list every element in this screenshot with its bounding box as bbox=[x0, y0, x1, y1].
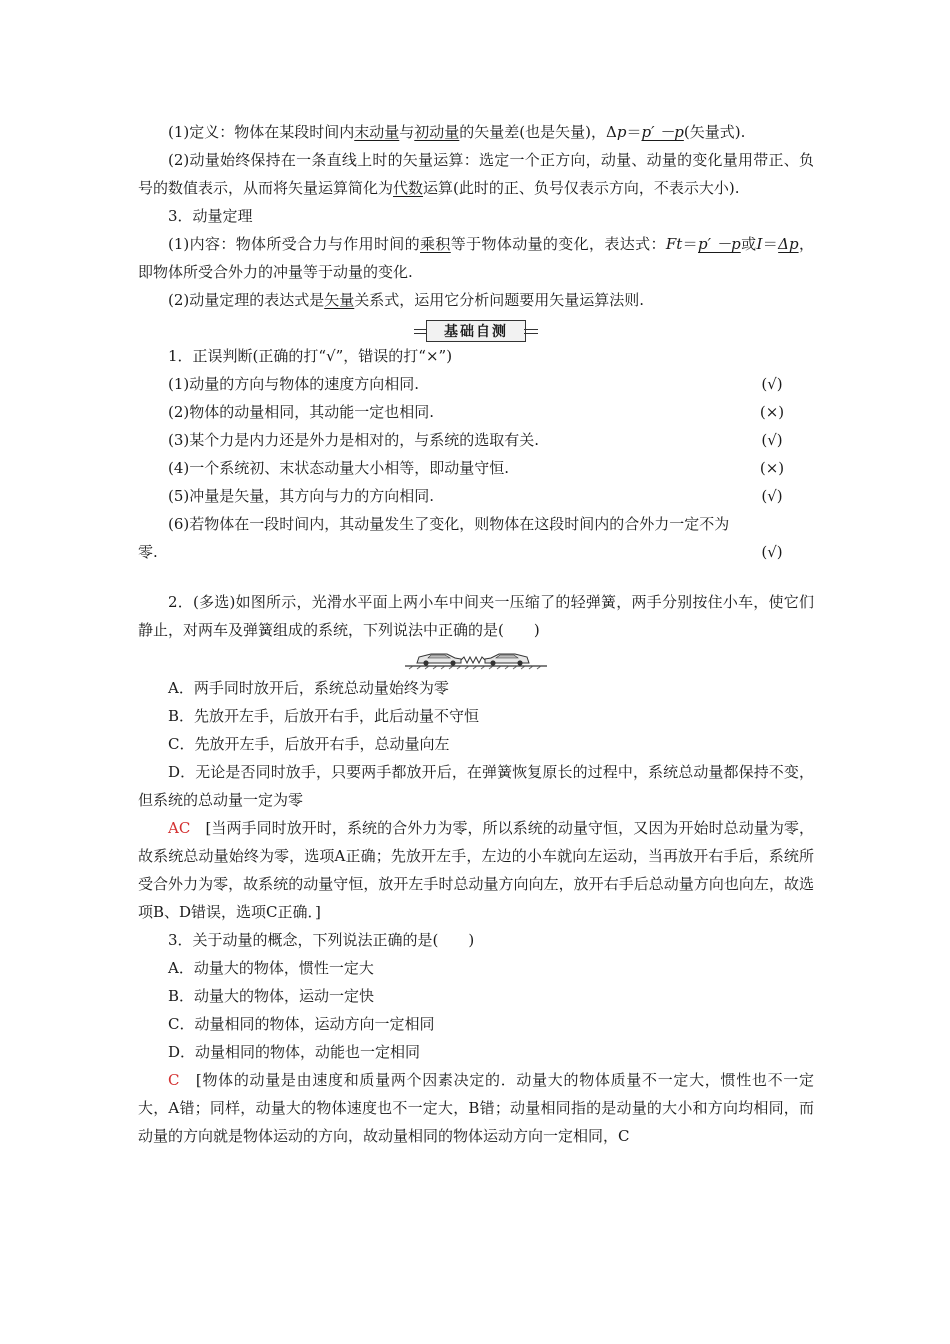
section-heading: 3．动量定理 bbox=[168, 207, 253, 225]
document-page bbox=[138, 118, 814, 1150]
blank-answer: p′ －p bbox=[698, 235, 741, 253]
question-2-stem: 2．(多选)如图所示，光滑水平面上两小车中间夹一压缩了的轻弹簧，两手分别按住小车，使它们静止，对两车及弹簧组成的系统，下列说法中正确的是( ) bbox=[138, 593, 814, 639]
blank-answer: 末动量 bbox=[354, 123, 400, 141]
text: ，即物体所受合外力的冲量等于动量的变化. bbox=[138, 235, 814, 281]
banner-right-line bbox=[524, 329, 538, 334]
option-b: B．先放开左手，后放开右手，此后动量不守恒 bbox=[168, 707, 480, 725]
text: 或 bbox=[740, 235, 757, 253]
answer-key: C bbox=[168, 1071, 180, 1089]
judgement-mark: (√) bbox=[761, 431, 783, 449]
two-carts-spring-figure bbox=[138, 646, 814, 670]
judgement-item bbox=[138, 454, 814, 482]
self-test-banner bbox=[138, 320, 814, 340]
answer-key: AC bbox=[168, 819, 191, 837]
text: (2)动量始终保持在一条直线上时的矢量运算：选定一个正方向，动量、动量的变化量用带正、负号的数值表示，从而将矢量运算简化为 bbox=[138, 151, 814, 197]
banner-frame bbox=[414, 320, 538, 340]
judgement-mark: (×) bbox=[759, 459, 785, 477]
judgement-text: (3)某个力是内力还是外力是相对的，与系统的选取有关. bbox=[168, 431, 540, 449]
option-a: A．动量大的物体，惯性一定大 bbox=[168, 959, 374, 977]
blank-answer: 代数 bbox=[393, 179, 424, 197]
carts-illustration bbox=[403, 646, 549, 670]
definition-paragraph bbox=[138, 118, 814, 146]
question-1-title: 1．正误判断(正确的打“√”，错误的打“×”) bbox=[168, 347, 453, 365]
symbol: p bbox=[616, 123, 627, 141]
text: (2)动量定理的表达式是 bbox=[168, 291, 325, 309]
text: 关系式，运用它分析问题要用矢量运算法则. bbox=[354, 291, 645, 309]
text: (1)内容：物体所受合力与作用时间的 bbox=[168, 235, 421, 253]
option-d: D．无论是否同时放手，只要两手都放开后，在弹簧恢复原长的过程中，系统总动量都保持不变，但系统的总动量一定为零 bbox=[138, 763, 814, 809]
theorem-expression-paragraph bbox=[138, 286, 814, 314]
judgement-mark: (√) bbox=[761, 487, 783, 505]
judgement-item bbox=[138, 426, 814, 454]
text: (1)定义：物体在某段时间内 bbox=[168, 123, 355, 141]
text: ＝ bbox=[682, 235, 698, 253]
judgement-item bbox=[138, 398, 814, 426]
judgement-text: (5)冲量是矢量，其方向与力的方向相同. bbox=[168, 487, 435, 505]
judgement-text: (6)若物体在一段时间内，其动量发生了变化，则物体在这段时间内的合外力一定不为 bbox=[168, 515, 730, 533]
judgement-mark: (√) bbox=[761, 543, 783, 561]
blank-answer: Δp bbox=[778, 235, 799, 253]
text: 与 bbox=[399, 123, 415, 141]
symbol: Ft bbox=[665, 235, 683, 253]
text: ＝ bbox=[762, 235, 779, 253]
option-c: C．先放开左手，后放开右手，总动量向左 bbox=[168, 735, 450, 753]
spacer bbox=[138, 566, 814, 588]
text: 等于物体动量的变化，表达式： bbox=[450, 235, 666, 253]
text: ＝ bbox=[626, 123, 642, 141]
text: 运算(此时的正、负号仅表示方向，不表示大小). bbox=[423, 179, 740, 197]
judgement-text: (1)动量的方向与物体的速度方向相同. bbox=[168, 375, 420, 393]
judgement-item bbox=[138, 482, 814, 510]
judgement-text: 零. bbox=[138, 543, 158, 561]
option-a: A．两手同时放开后，系统总动量始终为零 bbox=[168, 679, 449, 697]
option-d: D．动量相同的物体，动能也一定相同 bbox=[168, 1043, 421, 1061]
question-3-answer bbox=[138, 1066, 814, 1150]
theorem-content-paragraph bbox=[138, 230, 814, 286]
judgement-mark: (√) bbox=[761, 375, 783, 393]
judgement-item bbox=[138, 538, 814, 566]
judgement-text: (4)一个系统初、末状态动量大小相等，即动量守恒. bbox=[168, 459, 510, 477]
banner-label: 基础自测 bbox=[426, 320, 526, 342]
blank-answer: p′ －p bbox=[641, 123, 684, 141]
blank-answer: 乘积 bbox=[420, 235, 451, 253]
judgement-mark: (×) bbox=[759, 403, 785, 421]
option-c: C．动量相同的物体，运动方向一定相同 bbox=[168, 1015, 435, 1033]
question-3-stem: 3．关于动量的概念，下列说法正确的是( ) bbox=[168, 931, 475, 949]
symbol: I bbox=[756, 235, 763, 253]
blank-answer: 初动量 bbox=[414, 123, 460, 141]
vector-operation-paragraph bbox=[138, 146, 814, 202]
judgement-item bbox=[138, 370, 814, 398]
text: 的矢量差(也是矢量)，Δ bbox=[459, 123, 617, 141]
answer-explanation: [物体的动量是由速度和质量两个因素决定的．动量大的物体质量不一定大，惯性也不一定大，A错；同样，动量大的物体速度也不一定大，B错；动量相同指的是动量的大小和方向均相同，而动量的方向就是物体运动的方向，故动量相同的物体运动方向一定相同，C bbox=[138, 1071, 814, 1145]
answer-explanation: [当两手同时放开时，系统的合外力为零，所以系统的动量守恒，又因为开始时总动量为零，故系统总动量始终为零，选项A正确；先放开左手，左边的小车就向左运动，当再放开右手后，系统所受合外力为零，故系统的动量守恒，放开左手时总动量方向向左，放开右手后总动量方向也向左，故选项B、D错误，选项C正确．] bbox=[138, 819, 814, 921]
judgement-text: (2)物体的动量相同，其动能一定也相同. bbox=[168, 403, 435, 421]
question-2-answer bbox=[138, 814, 814, 926]
text: (矢量式). bbox=[683, 123, 746, 141]
option-b: B．动量大的物体，运动一定快 bbox=[168, 987, 375, 1005]
blank-answer: 矢量 bbox=[324, 291, 355, 309]
